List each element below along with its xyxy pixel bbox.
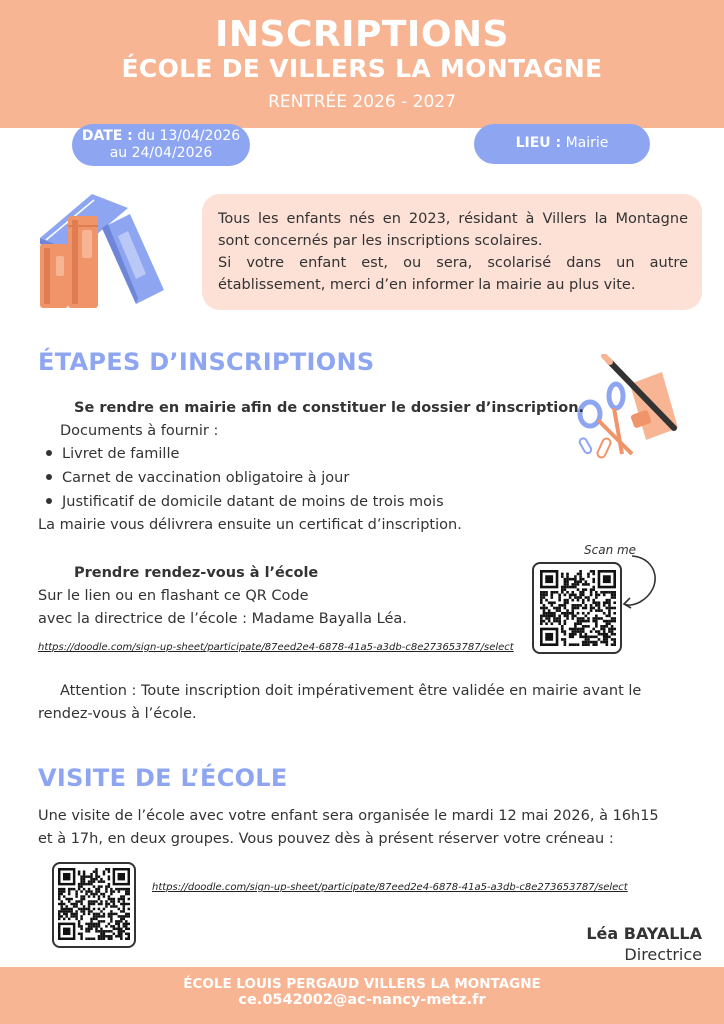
- lieu-pill: [474, 124, 650, 164]
- date-pill: [72, 124, 250, 166]
- school-name: ÉCOLE DE VILLERS LA MONTAGNE: [121, 54, 603, 83]
- docs-label: Documents à fournir :: [60, 423, 219, 439]
- footer-email[interactable]: ce.0542002@ac-nancy-metz.fr: [238, 992, 486, 1008]
- visite-line1: Une visite de l’école avec votre enfant sera organisée le mardi 12 mai 2026, à 16h15: [38, 808, 659, 824]
- bullet-icon: [46, 498, 52, 504]
- books-icon: [34, 186, 170, 312]
- date-label: DATE :: [81, 128, 133, 144]
- lieu-label: LIEU :: [515, 135, 562, 151]
- qr-code-icon[interactable]: [540, 570, 616, 646]
- intro-paragraph-1: Tous les enfants nés en 2023, résidant à Villers la Montagne sont concernés par les inscriptions scolaires.: [218, 211, 688, 249]
- visite-line2: et à 17h, en deux groupes. Vous pouvez dès à présent réserver votre créneau :: [38, 831, 614, 847]
- certificate-text: La mairie vous délivrera ensuite un certificat d’inscription.: [38, 517, 462, 533]
- bullet-icon: [46, 450, 52, 456]
- attention-line2: rendez-vous à l’école.: [38, 706, 197, 722]
- signature-block: [586, 924, 702, 964]
- step1-title: Se rendre en mairie afin de constituer le dossier d’inscription.: [74, 400, 585, 416]
- date-to: au 24/04/2026: [109, 145, 213, 161]
- footer-banner: [0, 967, 724, 1024]
- date-from: du 13/04/2026: [132, 128, 241, 144]
- step2-line2: avec la directrice de l’école : Madame Bayalla Léa.: [38, 611, 407, 627]
- qr-code-icon[interactable]: [58, 868, 130, 940]
- doc-item: Carnet de vaccination obligatoire à jour: [62, 470, 350, 486]
- footer-school: ÉCOLE LOUIS PERGAUD VILLERS LA MONTAGNE: [183, 976, 541, 992]
- intro-paragraph-2: Si votre enfant est, ou sera, scolarisé dans un autre établissement, merci d’en informer la mairie au plus vite.: [218, 255, 688, 293]
- scan-me-label: Scan me: [584, 543, 637, 557]
- header-banner: [0, 0, 724, 128]
- step2-title: Prendre rendez-vous à l’école: [74, 565, 319, 581]
- director-name: Léa BAYALLA: [586, 924, 702, 943]
- stationery-icon: [574, 354, 684, 466]
- step2-line1: Sur le lien ou en flashant ce QR Code: [38, 588, 309, 604]
- visite-title: VISITE DE L’ÉCOLE: [38, 764, 288, 792]
- lieu-value: Mairie: [561, 135, 609, 151]
- visite-link[interactable]: https://doodle.com/sign-up-sheet/participate/87eed2e4-6878-41a5-a3db-c8e273653787/select: [152, 882, 628, 893]
- attention-line1: Attention : Toute inscription doit impérativement être validée en mairie avant le: [60, 683, 642, 699]
- doc-item: Justificatif de domicile datant de moins de trois mois: [62, 494, 444, 510]
- page-title: INSCRIPTIONS: [215, 14, 509, 55]
- doodle-link[interactable]: https://doodle.com/sign-up-sheet/participate/87eed2e4-6878-41a5-a3db-c8e273653787/select: [38, 642, 514, 653]
- etapes-title: ÉTAPES D’INSCRIPTIONS: [38, 348, 375, 376]
- intro-box: [202, 194, 702, 310]
- arrow-icon: [618, 552, 664, 612]
- doc-item: Livret de famille: [62, 446, 180, 462]
- director-role: Directrice: [624, 945, 702, 964]
- bullet-icon: [46, 474, 52, 480]
- school-year: RENTRÉE 2026 - 2027: [268, 92, 456, 112]
